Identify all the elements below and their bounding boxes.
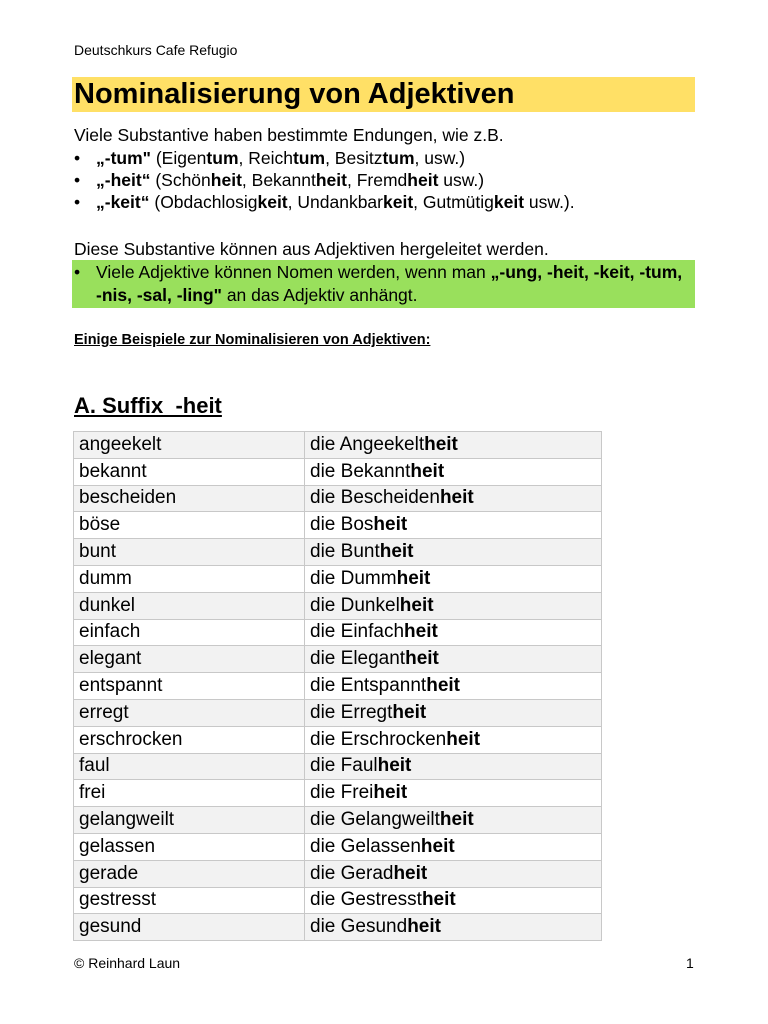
adjective-cell: erschrocken: [74, 726, 305, 753]
table-row: [74, 646, 602, 673]
highlight-suffixes: „-ung, -heit, -keit, -tum, -nis, -sal, -ling": [96, 262, 683, 305]
highlight-text: [96, 261, 692, 307]
example-stem: Schön: [161, 170, 211, 190]
table-row: [74, 780, 602, 807]
noun-suffix: heit: [446, 728, 481, 750]
example-separator: ,: [325, 148, 335, 168]
noun-cell: [305, 432, 602, 459]
noun-cell: [305, 699, 602, 726]
example-ending: heit: [210, 170, 242, 190]
table-row: [74, 539, 602, 566]
noun-suffix: heit: [410, 460, 445, 482]
article: die: [310, 621, 341, 643]
page-title: Nominalisierung von Adjektiven: [74, 78, 515, 110]
examples-heading: Einige Beispiele zur Nominalisieren von Adjektiven:: [74, 332, 431, 348]
noun-stem: Erregt: [340, 701, 393, 723]
bullet-suffix: „-keit“: [96, 192, 150, 212]
noun-stem: Frei: [340, 782, 374, 804]
example-separator: ,: [238, 148, 249, 168]
noun-cell: [305, 539, 602, 566]
bullet-paren: (: [150, 170, 162, 190]
noun-suffix: heit: [421, 889, 456, 911]
noun-suffix: heit: [393, 862, 428, 884]
article: die: [310, 675, 341, 697]
table-row: [74, 753, 602, 780]
noun-suffix: heit: [404, 621, 438, 643]
article: die: [310, 648, 341, 670]
article: die: [310, 487, 341, 509]
example-separator: ,: [346, 170, 357, 190]
adjective-cell: dunkel: [74, 592, 305, 619]
table-row: [74, 833, 602, 860]
noun-suffix: heit: [373, 782, 408, 804]
adjective-cell: angeekelt: [74, 432, 305, 459]
table-row: [74, 592, 602, 619]
noun-suffix: heit: [426, 675, 460, 697]
article: die: [310, 916, 341, 938]
highlight-box: [72, 260, 695, 308]
adjective-cell: einfach: [74, 619, 305, 646]
example-stem: Gutmütig: [422, 192, 494, 212]
noun-suffix: heit: [379, 541, 414, 563]
noun-cell: [305, 887, 602, 914]
adjective-cell: erregt: [74, 699, 305, 726]
article: die: [310, 701, 341, 723]
example-separator: , usw.): [414, 148, 466, 168]
noun-cell: [305, 458, 602, 485]
bullet-item-keit: [74, 191, 575, 213]
noun-stem: Erschrocken: [340, 728, 447, 750]
article: die: [310, 433, 340, 455]
adjective-cell: bekannt: [74, 458, 305, 485]
highlight-text-after: an das Adjektiv anhängt.: [221, 285, 418, 305]
section-heading: A. Suffix -heit: [74, 393, 222, 418]
article: die: [310, 594, 341, 616]
noun-cell: [305, 619, 602, 646]
table-row: [74, 726, 602, 753]
noun-stem: Dumm: [340, 567, 397, 589]
example-stem: Fremd: [356, 170, 408, 190]
bullet-item-heit: [74, 169, 575, 191]
noun-cell: [305, 485, 602, 512]
adjective-cell: elegant: [74, 646, 305, 673]
noun-cell: [305, 753, 602, 780]
example-ending: tum: [382, 148, 415, 168]
example-stem: Besitz: [334, 148, 383, 168]
noun-stem: Bescheiden: [340, 487, 440, 509]
noun-stem: Gestresst: [340, 889, 422, 911]
table-row: [74, 485, 602, 512]
example-separator: usw.).: [524, 192, 575, 212]
noun-cell: [305, 592, 602, 619]
article: die: [310, 782, 341, 804]
noun-stem: Angeekelt: [339, 433, 425, 455]
noun-suffix: heit: [439, 487, 474, 509]
noun-stem: Gesund: [340, 916, 408, 938]
noun-suffix: heit: [392, 701, 427, 723]
noun-cell: [305, 646, 602, 673]
example-stem: Obdachlosig: [160, 192, 258, 212]
example-stem: Eigen: [161, 148, 207, 168]
adjective-cell: bunt: [74, 539, 305, 566]
table-row: [74, 432, 602, 459]
example-ending: heit: [407, 170, 439, 190]
article: die: [310, 514, 341, 536]
article: die: [310, 541, 341, 563]
table-row: [74, 673, 602, 700]
noun-suffix: heit: [424, 433, 458, 455]
noun-suffix: heit: [405, 648, 439, 670]
bullet-suffix: „-tum": [96, 148, 151, 168]
table-row: [74, 619, 602, 646]
table-row: [74, 860, 602, 887]
table-row: [74, 565, 602, 592]
noun-cell: [305, 673, 602, 700]
table-row: [74, 807, 602, 834]
noun-cell: [305, 914, 602, 941]
noun-suffix: heit: [420, 835, 455, 857]
noun-stem: Bekannt: [340, 460, 411, 482]
noun-stem: Gelassen: [340, 835, 421, 857]
noun-stem: Gerad: [340, 862, 394, 884]
example-stem: Reich: [248, 148, 293, 168]
article: die: [310, 889, 341, 911]
example-stem: Bekannt: [251, 170, 316, 190]
table-row: [74, 914, 602, 941]
example-separator: ,: [241, 170, 252, 190]
intro-text: Viele Substantive haben bestimmte Endungen, wie z.B.: [74, 125, 504, 145]
example-separator: ,: [287, 192, 298, 212]
word-table: [73, 431, 602, 941]
article: die: [310, 755, 341, 777]
bullet-suffix: „-heit“: [96, 170, 151, 190]
example-separator: usw.): [438, 170, 485, 190]
title-highlight: [72, 77, 695, 112]
adjective-cell: frei: [74, 780, 305, 807]
adjective-cell: gestresst: [74, 887, 305, 914]
noun-stem: Einfach: [340, 621, 405, 643]
noun-cell: [305, 807, 602, 834]
adjective-cell: bescheiden: [74, 485, 305, 512]
article: die: [310, 460, 341, 482]
noun-stem: Elegant: [340, 648, 406, 670]
example-ending: keit: [383, 192, 414, 212]
highlight-text-before: Viele Adjektive können Nomen werden, wenn man: [96, 262, 491, 282]
example-ending: keit: [493, 192, 525, 212]
noun-suffix: heit: [439, 809, 474, 831]
table-row: [74, 458, 602, 485]
adjective-cell: gelassen: [74, 833, 305, 860]
example-ending: tum: [206, 148, 239, 168]
table-row: [74, 887, 602, 914]
noun-suffix: heit: [407, 916, 441, 938]
example-ending: tum: [292, 148, 326, 168]
article: die: [310, 809, 341, 831]
example-ending: heit: [315, 170, 347, 190]
noun-stem: Dunkel: [340, 594, 400, 616]
header-note: Deutschkurs Cafe Refugio: [74, 42, 238, 58]
article: die: [310, 835, 341, 857]
footer-copyright: © Reinhard Laun: [74, 955, 181, 971]
noun-cell: [305, 833, 602, 860]
noun-stem: Bunt: [340, 541, 380, 563]
article: die: [310, 567, 341, 589]
bullet-paren: (: [150, 148, 162, 168]
noun-cell: [305, 860, 602, 887]
noun-cell: [305, 565, 602, 592]
noun-stem: Faul: [340, 755, 378, 777]
noun-stem: Entspannt: [340, 675, 427, 697]
adjective-cell: gesund: [74, 914, 305, 941]
noun-cell: [305, 780, 602, 807]
noun-suffix: heit: [399, 594, 434, 616]
noun-stem: Bos: [340, 514, 374, 536]
adjective-cell: böse: [74, 512, 305, 539]
adjective-cell: entspannt: [74, 673, 305, 700]
page-number: 1: [686, 955, 694, 971]
bullet-paren: (: [149, 192, 161, 212]
highlight-bullet: •: [74, 262, 81, 282]
example-separator: ,: [413, 192, 423, 212]
adjective-cell: gerade: [74, 860, 305, 887]
derived-text: Diese Substantive können aus Adjektiven hergeleitet werden.: [74, 239, 549, 259]
noun-suffix: heit: [377, 755, 412, 777]
article: die: [310, 728, 341, 750]
adjective-cell: dumm: [74, 565, 305, 592]
adjective-cell: faul: [74, 753, 305, 780]
noun-suffix: heit: [373, 514, 408, 536]
adjective-cell: gelangweilt: [74, 807, 305, 834]
noun-stem: Gelangweilt: [340, 809, 440, 831]
example-stem: Undankbar: [297, 192, 383, 212]
noun-cell: [305, 512, 602, 539]
noun-suffix: heit: [396, 567, 431, 589]
noun-cell: [305, 726, 602, 753]
example-ending: keit: [257, 192, 288, 212]
table-row: [74, 512, 602, 539]
bullet-item-tum: [74, 147, 575, 169]
table-row: [74, 699, 602, 726]
article: die: [310, 862, 341, 884]
suffix-bullet-list: [74, 147, 575, 213]
